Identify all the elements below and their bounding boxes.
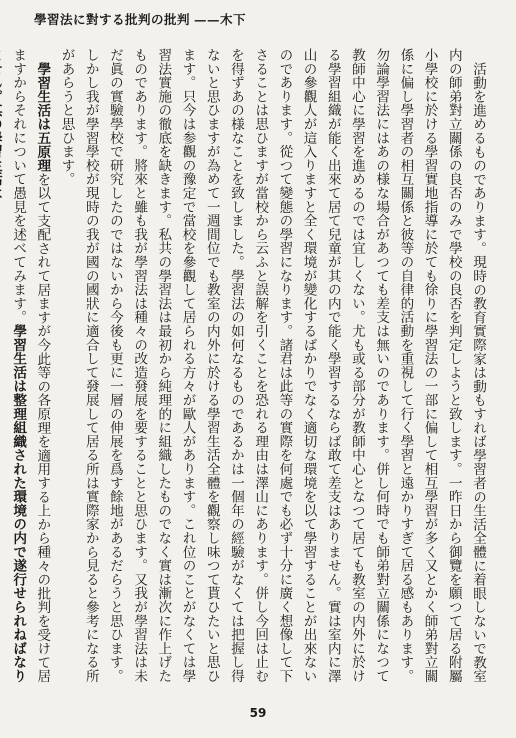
principle-heading: 學習生活は五原理 — [34, 61, 51, 172]
running-header — [34, 10, 246, 28]
paragraph-1: 活動を進めるものであります。現時の教育實際家は動もすれば學習者の生活全體に着眼しないで教室内の師弟對立關係の良否のみで學校の良否を判定しようと致します。一昨日から御覽を願つて居る附屬小學校に於ける學習實地指導に於ても徐りに學習法の一部に偏して相互學習が多く又とかく師弟對立關係に偏し學習者の相互關係と彼等の自律的活動を重視して行く學習と遠かりすぎて居る感もあります。勿論學習法にはあの様な場合があつても差支は無いのであります。併し何時でも師弟對立關係になつて教師中心に學習を進めるのでは宜しくない。尤も或る部分が教師中心となつて居ても教室の内外に於ける學習組織が能く出來て居て兒童が其の内で能く學習するならば敢て差支はありません。實は室内に澤山の參觀人が這入りますと全く環境が變化するばかりでなく適切な環境を以て學習することが出來ないのであります。從つて變態の學習になります。諸君は此等の實際を何處でも必ず十分に廣く想像して下さることは思ひますが當校から云ふと誤解を引くことを恐れる理由は澤山にあります。併し今回は止むを得ずあの様なことを致しました。學習法の如何なるものであるかは一個年の經驗がなくては把握し得ないと思ひますが為めて一週間位でも教室の内外に於ける學習生活全體を觀察し味つて貰ひたいと思ひます。只今は参觀の豫定で當校を參觀して居られる方々が歐人があります。これ位のことがなくては學習法實施の徹底を缺きます。私共の學習法は最初から純理的に組織したものでなく實は漸次に作上げたものであります。將來と雖も我が學習法は種々の改造發展を要することと思ひます。又我が學習法は未だ眞の實驗學校で研究したのではないから今後も更に一層の伸展を爲す餘地があるだらうと思ひます。しかし我が學習學校が現時の我が國の國狀に適合して發展して居る所は實際家から見ると參考になる所があらうと思ひます。 — [58, 48, 486, 683]
paragraph-2-bold-tail — [0, 103, 2, 200]
paragraph-2 — [0, 48, 54, 688]
header-author: ——木下 — [194, 12, 247, 27]
body-text — [10, 48, 490, 688]
header-title: 學習法に對する批判の批判 — [34, 12, 191, 27]
paragraph-2-bold-lead: 學習生活は整理組織された環境の内で遂行せられねばなり — [10, 324, 27, 683]
paragraph-2-text: を以て支配されて居ますが今此等の各原理を適用する上から種々の批判を受けて居ますからそれについて愚見を述べてみます。 — [10, 48, 51, 683]
page-number: 59 — [249, 706, 267, 720]
